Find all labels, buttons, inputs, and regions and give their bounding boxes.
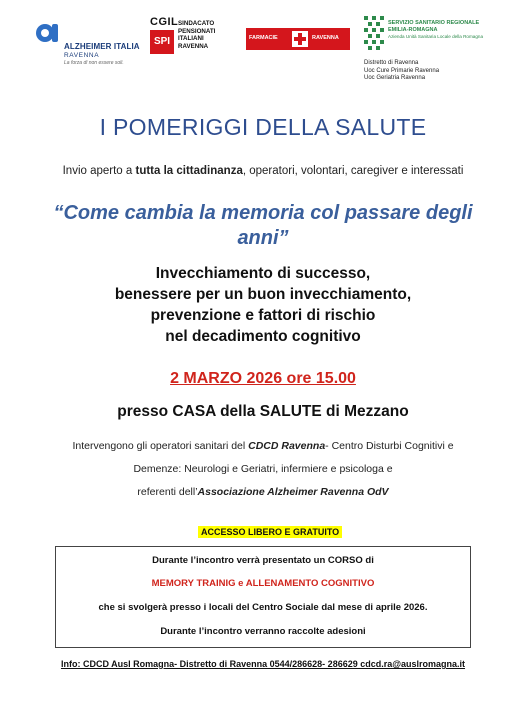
course-line: che si svolgerà presso i locali del Centro Sociale dal mese di aprile 2026. xyxy=(98,602,428,613)
ssr-district-line: Uoc Geriatria Ravenna xyxy=(364,75,426,82)
topic-line: Invecchiamento di successo, xyxy=(155,265,371,282)
cgil-line: PENSIONATI xyxy=(178,27,216,35)
topics-block xyxy=(30,263,496,347)
cgil-line: RAVENNA xyxy=(178,42,209,50)
speakers-line-2: Demenze: Neurologi e Geriatri, infermiere e psicologa e xyxy=(133,463,393,475)
logo-bar xyxy=(0,14,526,86)
cgil-line: ITALIANI xyxy=(178,35,204,43)
course-line: Durante l’incontro verrà presentato un CORSO di xyxy=(152,555,374,566)
invite-bold: tutta la cittadinanza xyxy=(135,165,243,177)
contact-info xyxy=(0,659,526,669)
course-name: MEMORY TRAINIG e ALLENAMENTO COGNITIVO xyxy=(151,578,375,589)
ssr-grid-icon xyxy=(364,16,384,52)
alzheimer-logo-name: ALZHEIMER ITALIA xyxy=(64,42,140,51)
cgil-brand: CGIL xyxy=(150,16,179,28)
farmacie-city: RAVENNA xyxy=(312,35,339,41)
speakers-text: referenti dell’ xyxy=(137,486,198,498)
pharmacy-cross-icon xyxy=(292,31,308,47)
event-venue: presso CASA della SALUTE di Mezzano xyxy=(117,403,409,420)
ssr-line-1: SERVIZIO SANITARIO REGIONALE xyxy=(388,20,480,26)
speakers-text: - Centro Disturbi Cognitivi e xyxy=(325,440,454,452)
speakers-line-3 xyxy=(30,486,496,498)
contact-info-text: Info: CDCD Ausl Romagna- Distretto di Ravenna 0544/286628- 286629 cdcd.ra@auslromagna.it xyxy=(60,659,466,669)
free-access-badge: ACCESSO LIBERO E GRATUITO xyxy=(198,526,342,538)
ssr-line-3: Azienda Unità Sanitaria Locale della Romagna xyxy=(388,34,483,39)
cgil-logo-lines xyxy=(178,20,215,50)
farmacie-ravenna-logo xyxy=(246,28,350,50)
course-line: Durante l’incontro verranno raccolte adesioni xyxy=(160,626,366,637)
cgil-spi-logo xyxy=(150,16,240,66)
ssr-line-2: EMILIA-ROMAGNA xyxy=(388,27,438,33)
page-title: I POMERIGGI DELLA SALUTE xyxy=(99,114,427,140)
ssr-district-line: Uoc Cure Primarie Ravenna xyxy=(364,67,440,74)
ssr-district-line: Distretto di Ravenna xyxy=(364,60,419,66)
invite-text xyxy=(40,163,486,179)
speakers-association: Associazione Alzheimer Ravenna OdV xyxy=(197,486,389,498)
invite-post: , operatori, volontari, caregiver e interessati xyxy=(242,165,464,177)
invite-pre: Invio aperto a xyxy=(62,165,136,177)
spi-mark: SPI xyxy=(150,30,174,54)
speakers-line-1 xyxy=(30,440,496,452)
alzheimer-logo-tagline: La forza di non essere soli. xyxy=(64,60,124,66)
alzheimer-logo-icon xyxy=(36,22,62,44)
topic-line: prevenzione e fattori di rischio xyxy=(150,307,376,324)
ssr-districts xyxy=(364,60,439,83)
alzheimer-logo-city: RAVENNA xyxy=(64,52,100,59)
speakers-text: Intervengono gli operatori sanitari del xyxy=(72,440,249,452)
course-info-box xyxy=(55,546,471,648)
topic-line: benessere per un buon invecchiamento, xyxy=(114,286,412,303)
speakers-cdcd: CDCD Ravenna xyxy=(248,440,326,452)
cgil-line: SINDACATO xyxy=(178,20,215,27)
topic-line: nel decadimento cognitivo xyxy=(165,328,361,345)
event-date: 2 MARZO 2026 ore 15.00 xyxy=(170,370,356,387)
event-quote-title: “Come cambia la memoria col passare degli anni” xyxy=(53,202,473,249)
servizio-sanitario-logo xyxy=(364,16,524,88)
farmacie-label: FARMACIE xyxy=(249,35,278,41)
